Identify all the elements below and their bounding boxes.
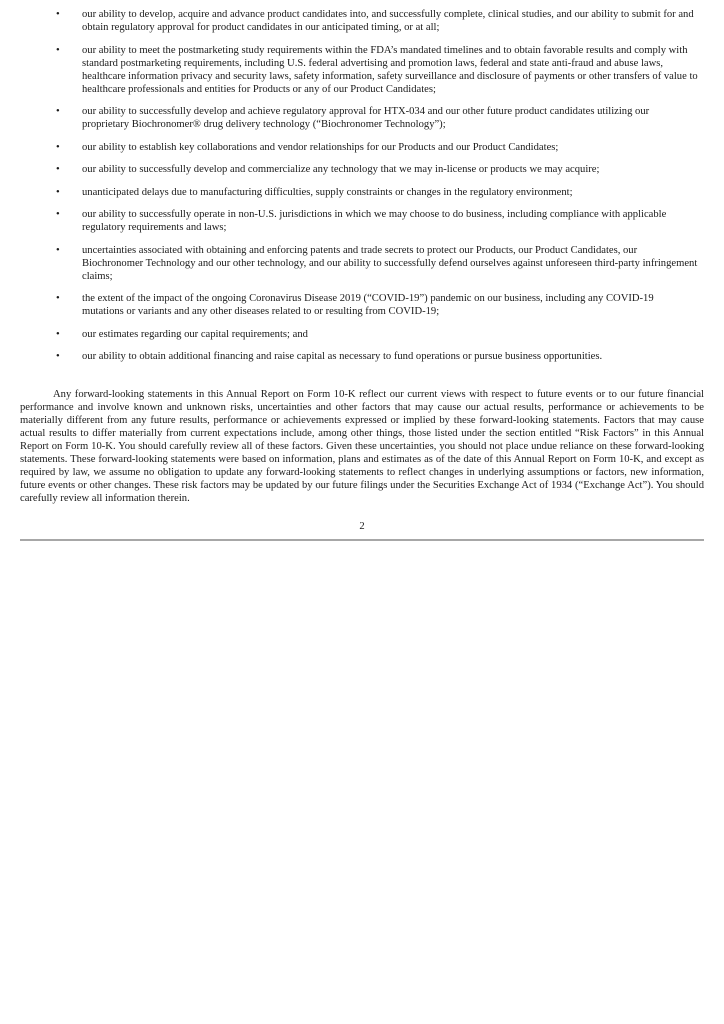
- list-item: [0, 105, 724, 131]
- list-item-text: our ability to successfully operate in non-U.S. jurisdictions in which we may choose to do business, including compliance with applicable regulatory requirements and laws;: [82, 209, 667, 233]
- list-item: [0, 141, 724, 154]
- list-item-text: our ability to obtain additional financing and raise capital as necessary to fund operations or pursue business opportunities.: [82, 351, 603, 362]
- bullet-marker: •: [56, 186, 60, 198]
- list-item-text: our ability to successfully develop and commercialize any technology that we may in-license or products we may acquire;: [82, 164, 600, 175]
- list-item: [0, 208, 724, 234]
- list-item: [0, 163, 724, 176]
- forward-looking-statements-paragraph: Any forward-looking statements in this Annual Report on Form 10-K reflect our current views with respect to future events or to our future financial performance and involve known and unknown risks, uncertainties and other factors that may cause our actual results, performance or achievements to be materially different from any future results, performance or achievements expressed or implied by these forward-looking statements. Factors that may cause actual results to differ materially from current expectations include, among other things, those listed under the section entitled “Risk Factors” in this Annual Report on Form 10-K. You should carefully review all of these factors. Given these uncertainties, you should not place undue reliance on these forward-looking statements. These forward-looking statements were based on information, plans and estimates as of the date of this Annual Report on Form 10-K, and except as required by law, we assume no obligation to update any forward-looking statements to reflect changes in underlying assumptions or factors, new information, future events or other changes. These risk factors may be updated by our future filings under the Securities Exchange Act of 1934 (“Exchange Act”). You should carefully review all information therein.: [20, 389, 704, 504]
- list-item: [0, 350, 724, 363]
- list-item: [0, 44, 724, 96]
- bullet-marker: •: [56, 351, 60, 362]
- list-item-text: the extent of the impact of the ongoing Coronavirus Disease 2019 (“COVID-19”) pandemic on our business, including any COVID-19 mutations or variants and any other diseases related to or resulting from COVID-19;: [82, 293, 654, 317]
- list-item-text: unanticipated delays due to manufacturing difficulties, supply constraints or changes in the regulatory environment;: [82, 186, 573, 198]
- list-item: [0, 186, 724, 199]
- list-item: [0, 8, 724, 34]
- page-divider: [20, 539, 704, 541]
- page-number: 2: [359, 521, 365, 532]
- list-item: [0, 328, 724, 341]
- bullet-marker: •: [56, 244, 60, 256]
- list-item: [0, 292, 724, 318]
- list-item: [0, 244, 724, 283]
- list-item-text: our estimates regarding our capital requirements; and: [82, 328, 308, 340]
- bullet-marker: •: [56, 164, 60, 175]
- list-item-text: our ability to meet the postmarketing study requirements within the FDA’s mandated timelines and to obtain favorable results and comply with standard postmarketing requirements, including U.S. federal advertising and promotion laws, federal and state anti-fraud and abuse laws, healthcare information privacy and security laws, safety information, safety surveillance and disclosure of payments or other transfers of value to healthcare professionals and entities for Products or any of our Product Candidates;: [82, 44, 698, 95]
- list-item-text: uncertainties associated with obtaining and enforcing patents and trade secrets to protect our Products, our Product Candidates, our Biochronomer Technology and our other technology, and our ability to successfully defend ourselves against unforeseen third-party infringement claims;: [82, 244, 698, 282]
- bullet-marker: •: [56, 44, 60, 56]
- list-item-text: our ability to establish key collaborations and vendor relationships for our Products and our Product Candidates;: [82, 141, 559, 153]
- bullet-marker: •: [56, 293, 60, 304]
- list-item-text: our ability to develop, acquire and advance product candidates into, and successfully complete, clinical studies, and our ability to submit for and obtain regulatory approval for product candidates in our anticipated timing, or at all;: [82, 9, 694, 33]
- bullet-marker: •: [56, 106, 60, 117]
- bullet-marker: •: [56, 328, 60, 340]
- forward-looking-risk-list: [0, 8, 724, 373]
- list-item-text: our ability to successfully develop and achieve regulatory approval for HTX-034 and our other future product candidates utilizing our proprietary Biochronomer® drug delivery technology (“Biochronomer Technology”);: [82, 106, 650, 130]
- bullet-marker: •: [56, 141, 60, 153]
- bullet-marker: •: [56, 9, 60, 20]
- bullet-marker: •: [56, 209, 60, 220]
